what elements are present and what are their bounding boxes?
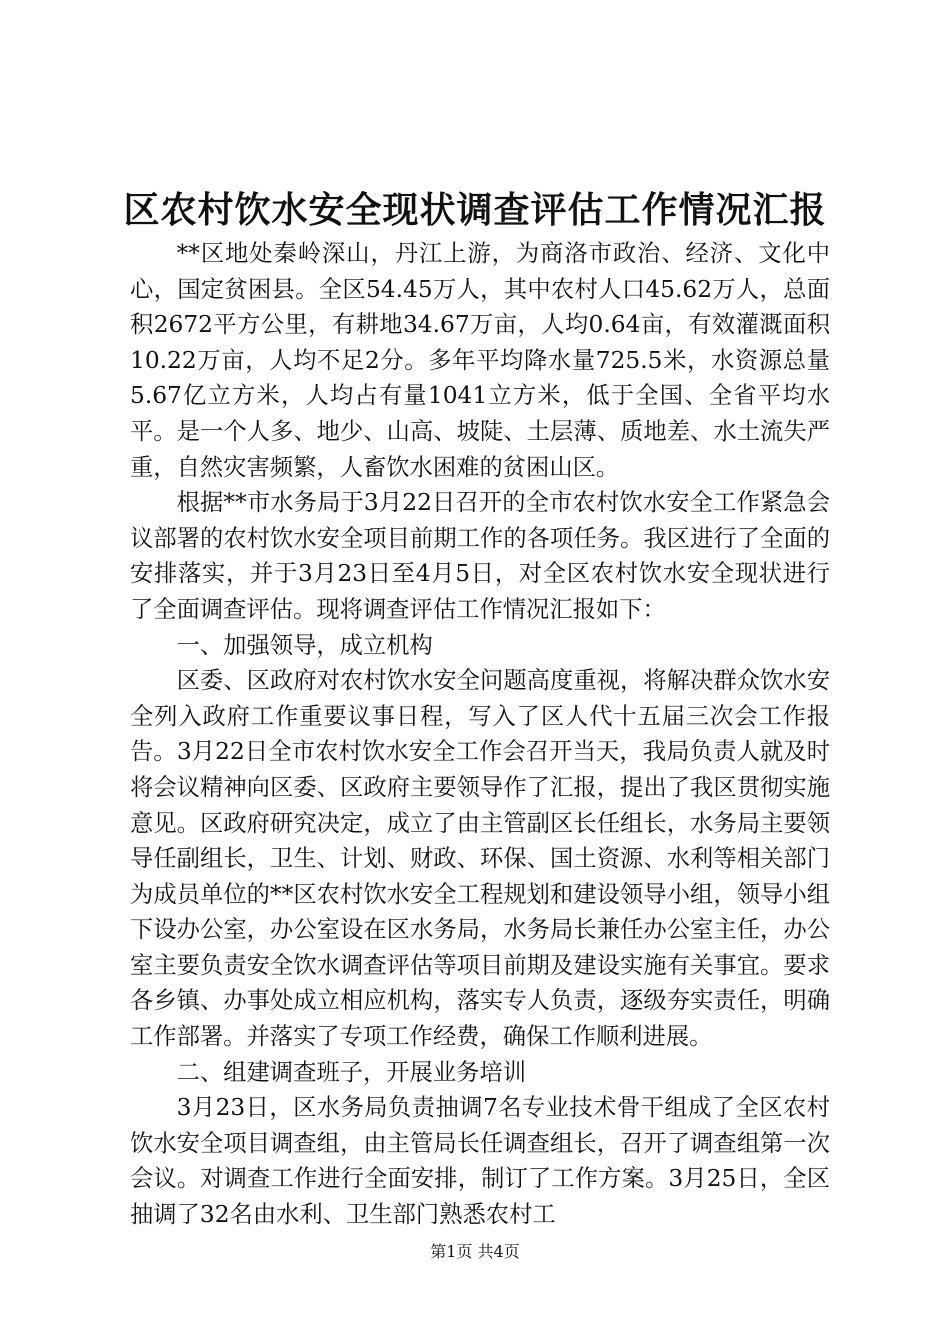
section-heading-2: 二、组建调查班子，开展业务培训	[176, 1058, 527, 1086]
document-body	[130, 236, 830, 1233]
paragraph-background: 根据**市水务局于3月22日召开的全市农村饮水安全工作紧急会议部署的农村饮水安全项目前期工作的各项任务。我区进行了全面的安排落实，并于3月23日至4月5日，对全区农村饮水安全现状进行了全面调查评估。现将调查评估工作情况汇报如下：	[130, 489, 830, 623]
paragraph-section-2: 3月23日，区水务局负责抽调7名专业技术骨干组成了全区农村饮水安全项目调查组，由主管局长任调查组长，召开了调查组第一次会议。对调查工作进行全面安排，制订了工作方案。3月25日，全区抽调了32名由水利、卫生部门熟悉农村工	[130, 1094, 830, 1229]
paragraph-section-1: 区委、区政府对农村饮水安全问题高度重视，将解决群众饮水安全列入政府工作重要议事日程，写入了区人代十五届三次会工作报告。3月22日全市农村饮水安全工作会召开当天，我局负责人就及时将会议精神向区委、区政府主要领导作了汇报，提出了我区贯彻实施意见。区政府研究决定，成立了由主管副区长任组长，水务局主要领导任副组长，卫生、计划、财政、环保、国土资源、水利等相关部门为成员单位的**区农村饮水安全工程规划和建设领导小组，领导小组下设办公室，办公室设在区水务局，水务局长兼任办公室主任，办公室主要负责安全饮水调查评估等项目前期及建设实施有关事宜。要求各乡镇、办事处成立相应机构，落实专人负责，逐级夯实责任，明确工作部署。并落实了专项工作经费，确保工作顺利进展。	[130, 667, 830, 1051]
section-heading-1: 一、加强领导，成立机构	[176, 631, 433, 659]
paragraph-intro: **区地处秦岭深山，丹江上游，为商洛市政治、经济、文化中心，国定贫困县。全区54.45万人，其中农村人口45.62万人，总面积2672平方公里，有耕地34.67万亩，人均0.64亩，有效灌溉面积10.22万亩，人均不足2分。多年平均降水量725.5米，水资源总量5.67亿立方米，人均占有量1041立方米，低于全国、全省平均水平。是一个人多、地少、山高、坡陡、土层薄、质地差、水土流失严重，自然灾害频繁，人畜饮水困难的贫困山区。	[130, 240, 830, 481]
document-title: 区农村饮水安全现状调查评估工作情况汇报	[123, 189, 827, 231]
page-footer: 第1页 共4页	[430, 1242, 520, 1261]
